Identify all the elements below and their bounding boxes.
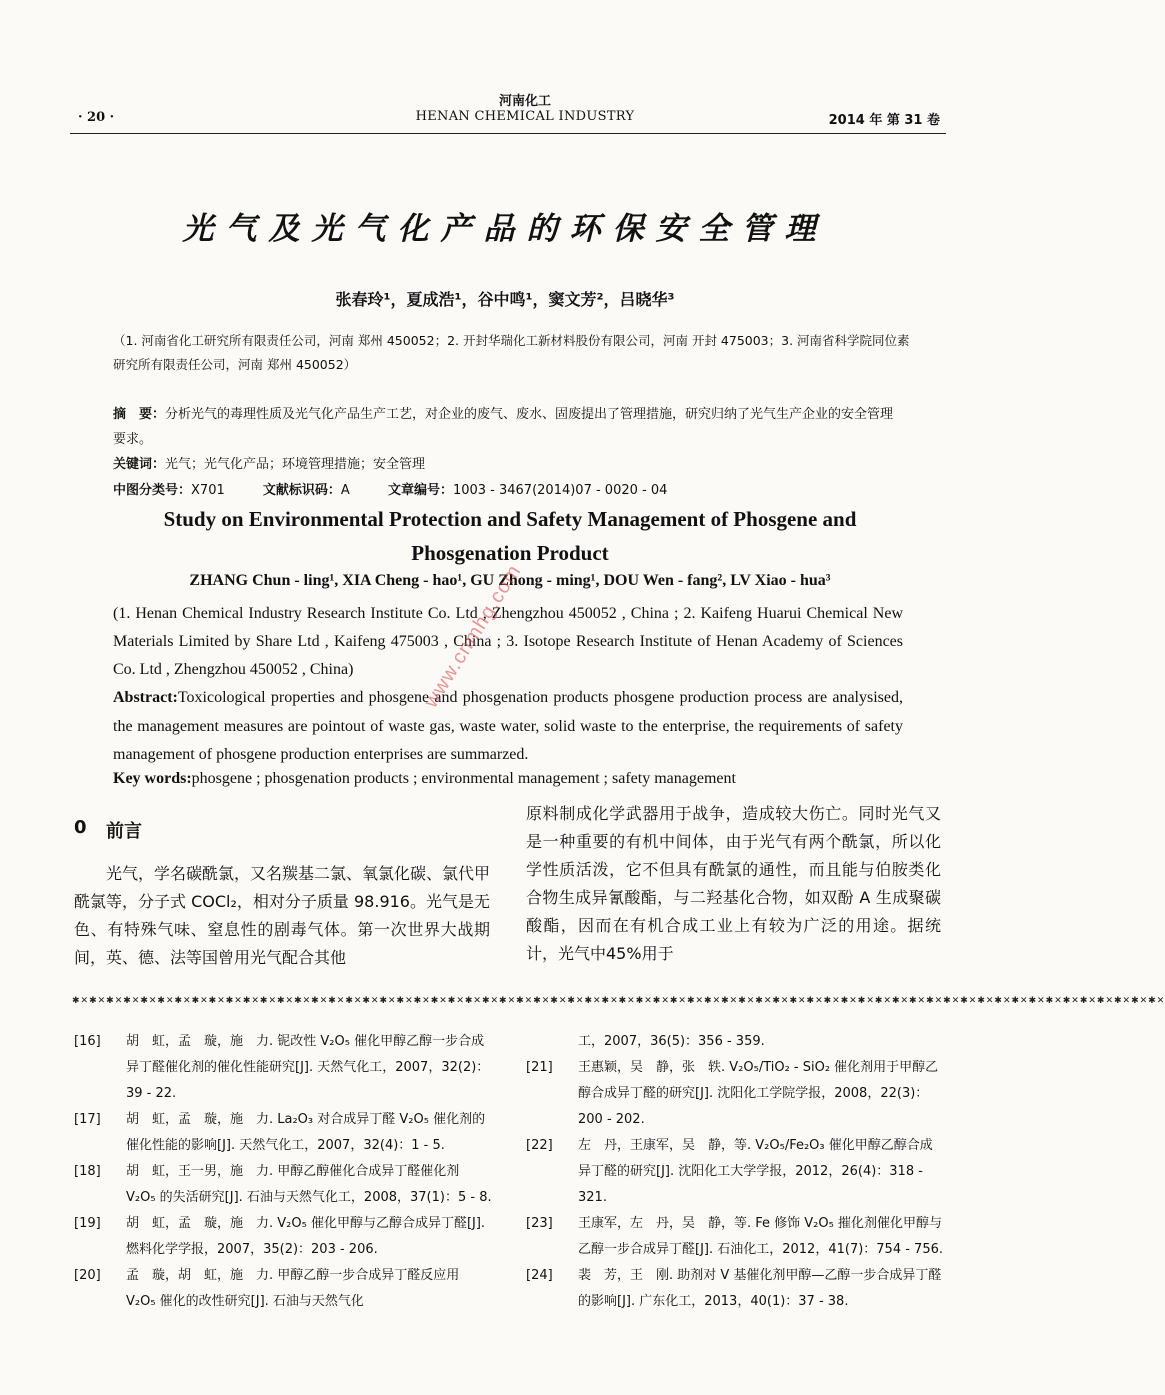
clc-value: X701 bbox=[191, 483, 225, 498]
reference-number: [16] bbox=[74, 1034, 101, 1049]
reference-item bbox=[526, 1211, 944, 1263]
reference-item bbox=[74, 1159, 492, 1211]
doc-code-value: A bbox=[340, 483, 350, 498]
header-rule bbox=[70, 133, 946, 134]
reference-number: [18] bbox=[74, 1164, 101, 1179]
article-id-label: 文章编号： bbox=[387, 483, 453, 498]
affiliation-cn: （1. 河南省化工研究所有限责任公司，河南 郑州 450052；2. 开封华瑞化工新材料股份有限公司，河南 开封 475003；3. 河南省科学院同位素研究所有限责任公司，河南 郑州 450052） bbox=[113, 333, 910, 372]
affiliation-en: (1. Henan Chemical Industry Research Institute Co. Ltd , Zhengzhou 450052 , China ; 2. Kaifeng Huarui Chemical New Materials Limited by Share Ltd , Kaifeng 475003 , China ; 3. Isotope Research Institute of Henan Academy of Sciences Co. Ltd , Zhengzhou 450052 , China) bbox=[113, 605, 903, 678]
watermark: www.cnmhg.com bbox=[420, 560, 526, 712]
doc-code-label: 文献标识码： bbox=[262, 483, 341, 498]
abstract-cn bbox=[113, 402, 903, 452]
keywords-en-text: phosgene ; phosgenation products ; environmental management ; safety management bbox=[191, 770, 736, 787]
reference-item bbox=[74, 1263, 492, 1315]
reference-item bbox=[526, 1133, 944, 1211]
abstract-cn-text: 分析光气的毒理性质及光气化产品生产工艺，对企业的废气、废水、固废提出了管理措施，研究归纳了光气生产企业的安全管理要求。 bbox=[113, 407, 894, 447]
references-right bbox=[526, 1029, 944, 1315]
ornament-divider: ✱✕✱✕✱✕✱✕✱✕✱✕✱✕✱✕✱✕✱✕✱✕✱✕✱✕✱✕✱✕✱✕✱✕✱✕✱✕✱✕✱✕✱✕✱✕✱✕✱✕✱✕✱✕✱✕✱✕✱✕✱✕✱✕✱✕✱✕✱✕✱✕✱✕✱✕✱✕✱✕✱✕✱✕✱✕✱✕✱✕✱✕✱✕✱✕✱✕✱✕✱✕✱✕✱✕✱✕✱✕✱✕✱✕✱✕✱✕✱✕✱✕✱✕✱✕✱✕ bbox=[72, 996, 1165, 1006]
reference-item bbox=[74, 1211, 492, 1263]
reference-number: [20] bbox=[74, 1268, 101, 1283]
reference-number: [19] bbox=[74, 1216, 101, 1231]
body-text-right: 原料制成化学武器用于战争，造成较大伤亡。同时光气又是一种重要的有机中间体，由于光气有两个酰氯，所以化学性质活泼，它不但具有酰氯的通性，而且能与伯胺类化合物生成异氰酸酯，与二羟基化合物，如双酚 A 生成聚碳酸酯，因而在有机合成工业上有较为广泛的用途。据统计，光气中45%用于 bbox=[526, 804, 941, 963]
body-text-left: 光气，学名碳酰氯，又名羰基二氯、氧氯化碳、氯代甲酰氯等，分子式 COCl₂，相对分子质量 98.916。光气是无色、有特殊气味、窒息性的剧毒气体。第一次世界大战期间，英、德、法等国曾用光气配合其他 bbox=[74, 864, 491, 967]
reference-text: 孟 璇，胡 虹，施 力. 甲醇乙醇一步合成异丁醛反应用 V₂O₅ 催化的改性研究[J]. 石油与天然气化 bbox=[126, 1268, 460, 1309]
reference-text: 裴 芳，王 刚. 助剂对 V 基催化剂甲醇—乙醇一步合成异丁醛的影响[J]. 广东化工，2013，40(1)：37 - 38. bbox=[578, 1268, 942, 1309]
references-left bbox=[74, 1029, 492, 1315]
reference-item bbox=[526, 1055, 944, 1133]
reference-text: 王康军，左 丹，吴 静，等. Fe 修饰 V₂O₅ 摧化剂催化甲醇与乙醇一步合成异丁醛[J]. 石油化工，2012，41(7)：754 - 756. bbox=[578, 1216, 943, 1257]
authors-cn: 张春玲¹，夏成浩¹，谷中鸣¹，窦文芳²，吕晓华³ bbox=[335, 290, 675, 309]
abstract-cn-label: 摘 要： bbox=[113, 407, 166, 422]
reference-item bbox=[74, 1029, 492, 1107]
reference-item bbox=[74, 1107, 492, 1159]
article-id-value: 1003 - 3467(2014)07 - 0020 - 04 bbox=[452, 483, 668, 498]
reference-text: 左 丹，王康军，吴 静，等. V₂O₅/Fe₂O₃ 催化甲醇乙醇合成异丁醛的研究[J]. 沈阳化工大学学报，2012，26(4)：318 - 321. bbox=[578, 1138, 933, 1205]
journal-name-en: HENAN CHEMICAL INDUSTRY bbox=[415, 109, 635, 124]
section-number: 0 bbox=[74, 817, 87, 838]
keywords-en bbox=[113, 770, 903, 788]
section-title: 前言 bbox=[106, 821, 142, 842]
abstract-en-text: Toxicological properties and phosgene and phosgenation products phosgene production process are analysised, the management measures are pointout of waste gas, waste water, solid waste to the enterprise, the requirements of safety management of phosgene production enterprises are summarzed. bbox=[113, 689, 903, 763]
reference-text: 胡 虹，孟 璇，施 力. 铌改性 V₂O₅ 催化甲醇乙醇一步合成异丁醛催化剂的催化性能研究[J]. 天然气化工，2007，32(2)：39 - 22. bbox=[126, 1034, 490, 1101]
keywords-en-label: Key words: bbox=[113, 770, 192, 787]
reference-number: [22] bbox=[526, 1138, 553, 1153]
classification-row bbox=[113, 479, 913, 498]
reference-text: 胡 虹，孟 璇，施 力. V₂O₅ 催化甲醇与乙醇合成异丁醛[J]. 燃料化学学报，2007，35(2)：203 - 206. bbox=[126, 1216, 486, 1257]
volume-info: 2014 年 第 31 卷 bbox=[828, 113, 940, 128]
page-number: · 20 · bbox=[78, 110, 115, 125]
reference-text: 王惠颖，吴 静，张 轶. V₂O₅/TiO₂ - SiO₂ 催化剂用于甲醇乙醇合成异丁醛的研究[J]. 沈阳化工学院学报，2008，22(3)：200 - 202. bbox=[578, 1060, 939, 1127]
reference-number: [17] bbox=[74, 1112, 101, 1127]
reference-number: [24] bbox=[526, 1268, 553, 1283]
abstract-en-label: Abstract: bbox=[113, 689, 178, 706]
abstract-en bbox=[113, 684, 903, 770]
clc-label: 中图分类号： bbox=[113, 483, 192, 498]
title-cn: 光气及光气化产品的环保安全管理 bbox=[182, 211, 828, 247]
reference-number: [21] bbox=[526, 1060, 553, 1075]
authors-en: ZHANG Chun - ling¹, XIA Cheng - hao¹, GU Zhong - ming¹, DOU Wen - fang², LV Xiao - hua³ bbox=[189, 572, 831, 589]
keywords-cn bbox=[113, 453, 425, 472]
reference-item bbox=[526, 1263, 944, 1315]
title-en: Study on Environmental Protection and Safety Management of Phosgene and Phosgenation Product bbox=[163, 507, 857, 565]
journal-name-cn: 河南化工 bbox=[498, 94, 551, 109]
reference-text: 胡 虹，王一男，施 力. 甲醇乙醇催化合成异丁醛催化剂 V₂O₅ 的失活研究[J]. 石油与天然气化工，2008，37(1)：5 - 8. bbox=[126, 1164, 492, 1205]
keywords-cn-text: 光气；光气化产品；环境管理措施；安全管理 bbox=[165, 457, 426, 472]
reference-number: [23] bbox=[526, 1216, 553, 1231]
reference-text: 胡 虹，孟 璇，施 力. La₂O₃ 对合成异丁醛 V₂O₅ 催化剂的催化性能的影响[J]. 天然气化工，2007，32(4)：1 - 5. bbox=[126, 1112, 486, 1153]
keywords-cn-label: 关键词： bbox=[113, 457, 166, 472]
reference-continuation: 工，2007，36(5)：356 - 359. bbox=[578, 1034, 765, 1049]
